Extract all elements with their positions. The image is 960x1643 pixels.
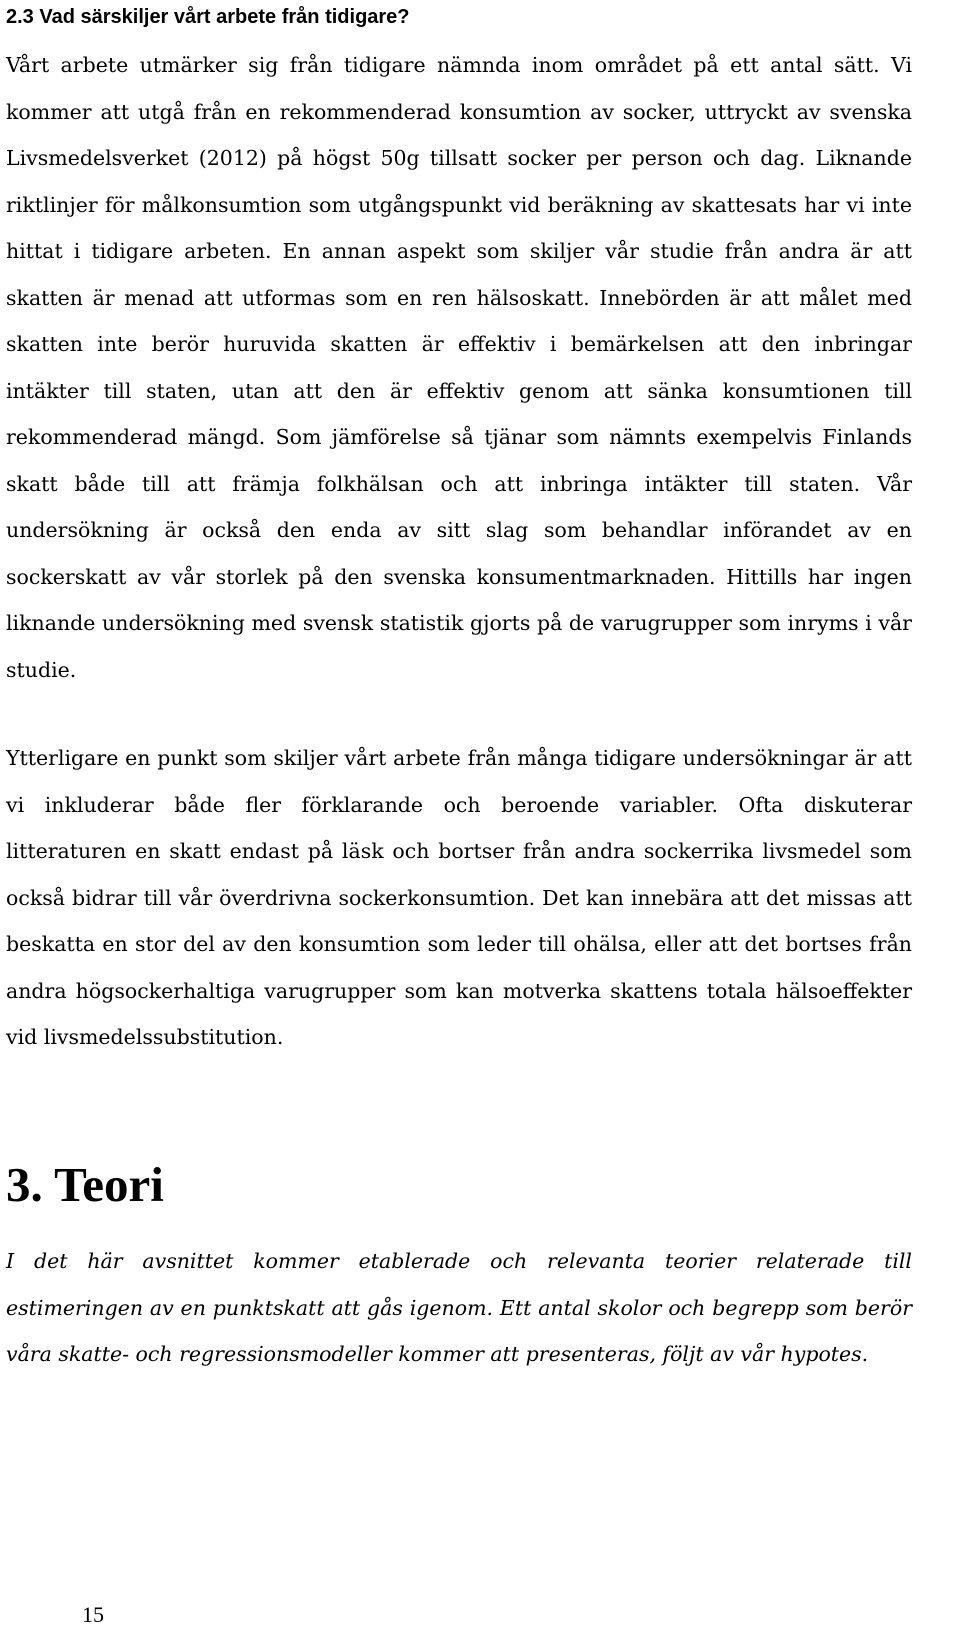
section-heading: 3. Teori <box>6 1157 164 1212</box>
section-intro-paragraph: I det här avsnittet kommer etablerade och relevanta teorier relaterade till estimeringen av en punktskatt att gås igenom. Ett antal skolor och begrepp som berör våra skatte- och regressionsmodeller kommer att presenteras, följt av vår hypotes. <box>6 1249 912 1366</box>
page-number: 15 <box>82 1602 104 1627</box>
subsection-heading: 2.3 Vad särskiljer vårt arbete från tidigare? <box>6 6 410 28</box>
body-paragraph: Ytterligare en punkt som skiljer vårt arbete från många tidigare undersökningar är att vi inkluderar både fler förklarande och beroende variabler. Ofta diskuterar litteraturen en skatt endast på läsk och bortser från andra sockerrika livsmedel som också bidrar till vår överdrivna sockerkonsumtion. Det kan innebära att det missas att beskatta en stor del av den konsumtion som leder till ohälsa, eller att det bortses från andra högsockerhaltiga varugrupper som kan motverka skattens totala hälsoeffekter vid livsmedelssubstitution. <box>6 746 912 1049</box>
body-paragraph: Vårt arbete utmärker sig från tidigare nämnda inom området på ett antal sätt. Vi kommer att utgå från en rekommenderad konsumtion av socker, uttryckt av svenska Livsmedelsverket (2012) på högst 50g tillsatt socker per person och dag. Liknande riktlinjer för målkonsumtion som utgångspunkt vid beräkning av skattesats har vi inte hittat i tidigare arbeten. En annan aspekt som skiljer vår studie från andra är att skatten är menad att utformas som en ren hälsoskatt. Innebörden är att målet med skatten inte berör huruvida skatten är effektiv i bemärkelsen att den inbringar intäkter till staten, utan att den är effektiv genom att sänka konsumtionen till rekommenderad mängd. Som jämförelse så tjänar som nämnts exempelvis Finlands skatt både till att främja folkhälsan och att inbringa intäkter till staten. Vår undersökning är också den enda av sitt slag som behandlar införandet av en sockerskatt av vår storlek på den svenska konsumentmarknaden. Hittills har ingen liknande undersökning med svensk statistik gjorts på de varugrupper som inryms i vår studie. <box>6 53 912 682</box>
